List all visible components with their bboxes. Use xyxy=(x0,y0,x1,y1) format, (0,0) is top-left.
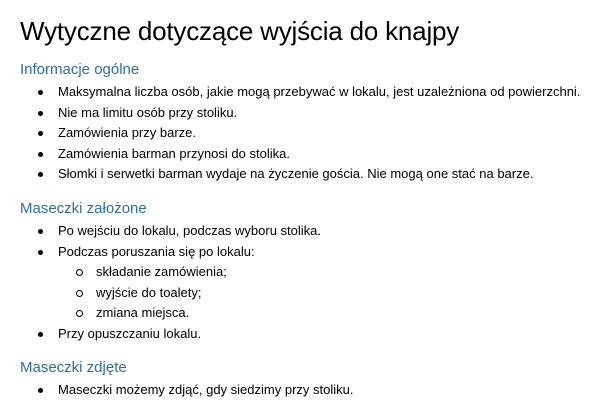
circle-bullet-icon xyxy=(76,269,83,276)
bullet-icon xyxy=(38,90,43,95)
list-item-text: Zamówienia przy barze. xyxy=(58,125,196,140)
circle-bullet-icon xyxy=(76,290,83,297)
list-item-text: Przy opuszczaniu lokalu. xyxy=(58,325,202,341)
list-item-text: Słomki i serwetki barman wydaje na życzenie gościa. Nie mogą one stać na barze. xyxy=(58,166,534,181)
bullet-icon xyxy=(38,172,43,177)
bullet-icon xyxy=(38,229,43,234)
list-item-text: Maksymalna liczba osób, jakie mogą przebywać w lokalu, jest uzależniona od powierzchni. xyxy=(58,84,581,99)
sub-list-item-text: wyjście do toalety; xyxy=(96,284,202,300)
section-heading-general-info: Informacje ogólne xyxy=(20,61,140,78)
list-item-text: Maseczki możemy zdjąć, gdy siedzimy przy stoliku. xyxy=(58,382,354,397)
bullet-icon xyxy=(38,131,43,136)
list-item-text: Nie ma limitu osób przy stoliku. xyxy=(58,104,238,120)
section-heading-masks-on: Maseczki założone xyxy=(20,200,147,217)
sub-list-item-text: składanie zamówienia; xyxy=(96,264,227,279)
sub-list-item-text: zmiana miejsca. xyxy=(96,305,190,320)
bullet-icon xyxy=(38,250,43,255)
circle-bullet-icon xyxy=(76,310,83,317)
list-item-text: Zamówienia barman przynosi do stolika. xyxy=(58,145,290,161)
bullet-icon xyxy=(38,152,43,157)
page-title: Wytyczne dotyczące wyjścia do knajpy xyxy=(20,16,460,46)
list-item-text: Podczas poruszania się po lokalu: xyxy=(58,243,255,259)
section-heading-masks-off: Maseczki zdjęte xyxy=(20,359,127,376)
bullet-icon xyxy=(38,332,43,337)
bullet-icon xyxy=(38,111,43,116)
bullet-icon xyxy=(38,388,43,393)
list-item-text: Po wejściu do lokalu, podczas wyboru stolika. xyxy=(58,223,322,238)
